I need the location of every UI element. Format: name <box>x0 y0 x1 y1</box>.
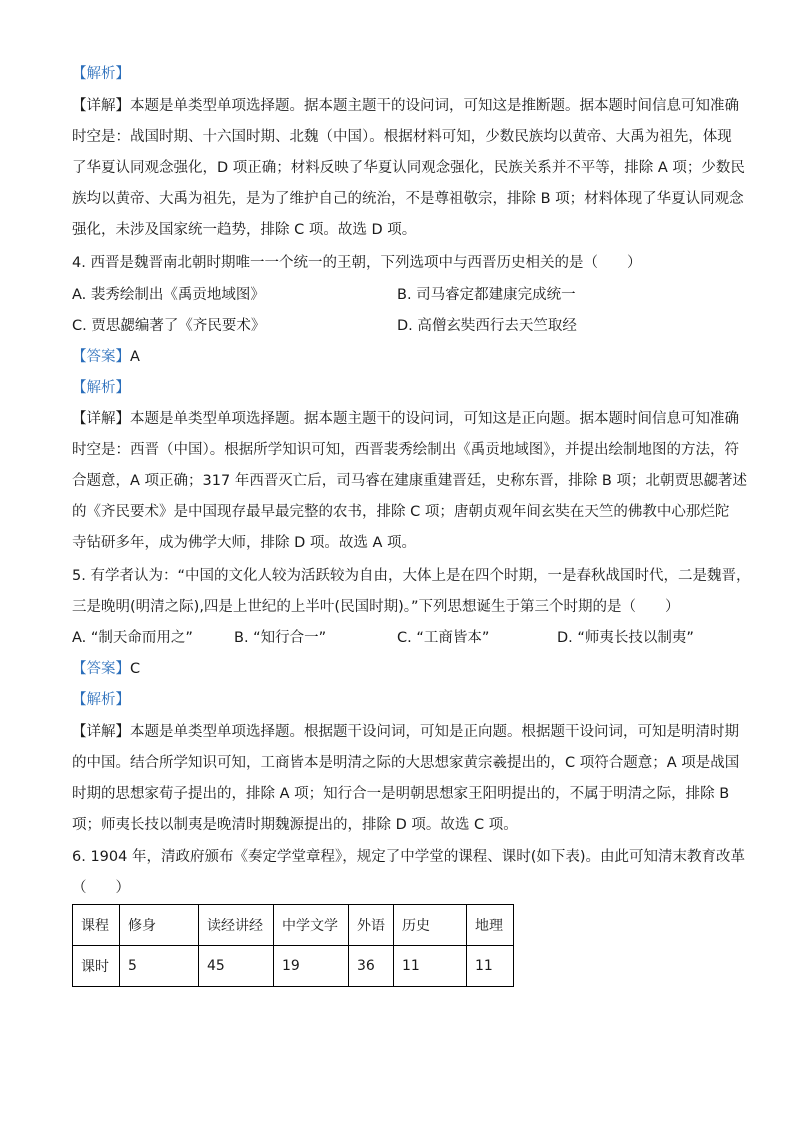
table-row <box>73 946 514 987</box>
answer-tag: 【答案】 <box>72 349 130 365</box>
question-4-stem: 4. 西晋是魏晋南北朝时期唯一一个统一的王朝，下列选项中与西晋历史相关的是（ ） <box>72 255 642 271</box>
analysis-tag: 【解析】 <box>72 380 130 396</box>
analysis-text-line: 的中国。结合所学知识可知，工商皆本是明清之际的大思想家黄宗羲提出的，C 项符合题意；A 项是战国 <box>72 755 740 771</box>
answer-tag: 【答案】 <box>72 661 130 677</box>
table-cell: 36 <box>349 946 394 987</box>
analysis-text-line: 合题意，A 项正确；317 年西晋灭亡后，司马睿在建康重建晋廷，史称东晋，排除 B 项；北朝贾思勰著述 <box>72 473 747 489</box>
analysis-text-line: 时空是：西晋（中国）。根据所学知识可知，西晋裴秀绘制出《禹贡地域图》，并提出绘制地图的方法，符 <box>72 442 739 458</box>
question-4-option-b: B. 司马睿定都建康完成统一 <box>397 287 576 303</box>
analysis-text-line: 时空是：战国时期、十六国时期、北魏（中国）。根据材料可知，少数民族均以黄帝、大禹为祖先，体现 <box>72 129 732 145</box>
table-cell: 45 <box>199 946 274 987</box>
table-row <box>73 905 514 946</box>
question-5-stem: 5. 有学者认为：“中国的文化人较为活跃较为自由，大体上是在四个时期，一是春秋战国时代，二是魏晋， <box>72 568 751 584</box>
question-5-option-b: B. “知行合一” <box>234 630 327 646</box>
analysis-text-line: 【详解】本题是单类型单项选择题。据本题主题干的设问词，可知这是推断题。据本题时间信息可知准确 <box>72 98 739 114</box>
question-5-option-d: D. “师夷长技以制夷” <box>557 630 694 646</box>
analysis-tag: 【解析】 <box>72 66 130 82</box>
analysis-text-line: 了华夏认同观念强化，D 项正确；材料反映了华夏认同观念强化，民族关系并不平等，排除 A 项；少数民 <box>72 160 745 176</box>
table-cell: 修身 <box>120 905 199 946</box>
table-cell: 5 <box>120 946 199 987</box>
analysis-text-line: 族均以黄帝、大禹为祖先，是为了维护自己的统治，不是尊祖敬宗，排除 B 项；材料体现了华夏认同观念 <box>72 191 744 207</box>
table-cell: 11 <box>394 946 467 987</box>
analysis-text-line: 寺钻研多年，成为佛学大师，排除 D 项。故选 A 项。 <box>72 535 417 551</box>
question-6-stem: 6. 1904 年，清政府颁布《奏定学堂章程》，规定了中学堂的课程、课时(如下表)。由此可知清末教育改革 <box>72 849 746 865</box>
question-4-option-c: C. 贾思勰编著了《齐民要术》 <box>72 318 266 334</box>
answer-value: C <box>130 661 141 677</box>
question-5-option-a: A. “制天命而用之” <box>72 630 193 646</box>
table-cell: 课时 <box>73 946 120 987</box>
answer-value: A <box>130 349 140 365</box>
table-cell: 历史 <box>394 905 467 946</box>
question-5-answer <box>72 659 140 679</box>
table-cell: 外语 <box>349 905 394 946</box>
table-cell: 读经讲经 <box>199 905 274 946</box>
table-cell: 11 <box>467 946 514 987</box>
question-4-option-d: D. 高僧玄奘西行去天竺取经 <box>397 318 577 334</box>
analysis-text-line: 时期的思想家荀子提出的，排除 A 项；知行合一是明朝思想家王阳明提出的，不属于明清之际，排除 B <box>72 786 730 802</box>
question-5-stem: 三是晚明(明清之际),四是上世纪的上半叶(民国时期)。”下列思想诞生于第三个时期的是（ ） <box>72 599 680 615</box>
analysis-tag: 【解析】 <box>72 692 130 708</box>
table-cell: 课程 <box>73 905 120 946</box>
question-4-option-a: A. 裴秀绘制出《禹贡地域图》 <box>72 287 265 303</box>
question-5-option-c: C. “工商皆本” <box>397 630 490 646</box>
analysis-text-line: 【详解】本题是单类型单项选择题。据本题主题干的设问词，可知这是正向题。据本题时间信息可知准确 <box>72 411 739 427</box>
curriculum-table <box>72 904 514 987</box>
analysis-text-line: 项；师夷长技以制夷是晚清时期魏源提出的，排除 D 项。故选 C 项。 <box>72 817 518 833</box>
question-4-answer <box>72 347 140 367</box>
table-cell: 19 <box>274 946 349 987</box>
analysis-text-line: 强化，未涉及国家统一趋势，排除 C 项。故选 D 项。 <box>72 222 417 238</box>
analysis-text-line: 的《齐民要术》是中国现存最早最完整的农书，排除 C 项；唐朝贞观年间玄奘在天竺的佛教中心那烂陀 <box>72 504 730 520</box>
table-cell: 地理 <box>467 905 514 946</box>
analysis-text-line: 【详解】本题是单类型单项选择题。根据题干设问词，可知是正向题。根据题干设问词，可知是明清时期 <box>72 724 739 740</box>
table-cell: 中学文学 <box>274 905 349 946</box>
question-6-stem: （ ） <box>72 880 130 896</box>
